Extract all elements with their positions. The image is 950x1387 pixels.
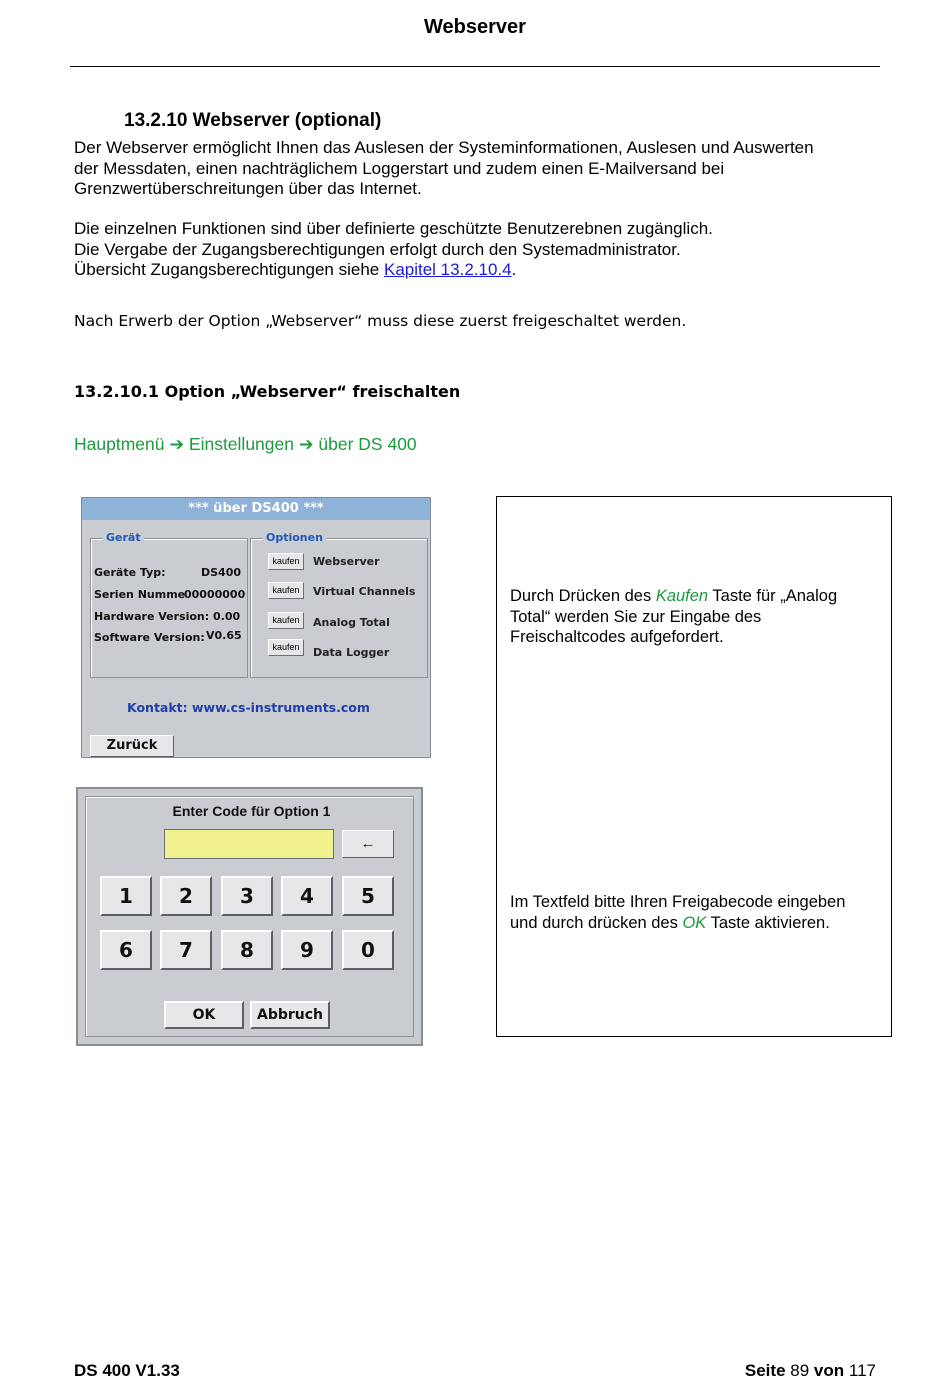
explanation-box (496, 496, 892, 1037)
device-type-label: Geräte Typ: (94, 566, 166, 579)
explanation-code (510, 892, 880, 933)
key-1[interactable]: 1 (100, 876, 152, 916)
subsection-title: 13.2.10.1 Option „Webserver“ freischalten (74, 382, 461, 401)
access-line-3-period: . (511, 260, 517, 279)
software-version-value: V0.65 (206, 629, 242, 642)
device-group (90, 531, 248, 678)
access-line-1: Die einzelnen Funktionen sind über definierte geschützte Benutzerebnen zugänglich. (74, 219, 713, 238)
back-button[interactable]: Zurück (90, 735, 174, 757)
serial-value: 00000000 (184, 588, 246, 601)
buy-data-logger-button[interactable]: kaufen (268, 639, 304, 656)
option-webserver-label: Webserver (313, 555, 380, 568)
explanation-code-line-2 (510, 913, 880, 934)
arrow-icon: ➔ (298, 434, 314, 454)
activation-note: Nach Erwerb der Option „Webserver“ muss diese zuerst freigeschaltet werden. (74, 312, 687, 330)
device-info-screen (81, 497, 431, 758)
access-line-3 (74, 260, 874, 281)
explanation-buy-line-2: Total“ werden Sie zur Eingabe des (510, 607, 762, 626)
code-input[interactable] (164, 829, 334, 859)
options-group-label: Optionen (263, 531, 326, 544)
software-version-label: Software Version: (94, 631, 205, 644)
key-3[interactable]: 3 (221, 876, 273, 916)
explanation-buy-line-3: Freischaltcodes aufgefordert. (510, 628, 724, 646)
screen-title-bar: *** über DS400 *** (82, 498, 430, 520)
option-data-logger-label: Data Logger (313, 646, 390, 659)
backspace-icon: ← (360, 835, 376, 852)
key-5[interactable]: 5 (342, 876, 394, 916)
key-7[interactable]: 7 (160, 930, 212, 970)
explanation-code-line-1: Im Textfeld bitte Ihren Freigabecode eingeben (510, 893, 846, 911)
section-title: 13.2.10 Webserver (optional) (124, 110, 382, 131)
intro-line-3: Grenzwertüberschreitungen über das Internet. (74, 179, 422, 198)
option-analog-total-label: Analog Total (313, 616, 390, 629)
hardware-version-label: Hardware Version: (94, 610, 210, 623)
serial-label: Serien Numme (94, 588, 186, 601)
path-main-menu: Hauptmenü (74, 434, 165, 454)
path-settings: Einstellungen (188, 434, 294, 454)
access-line-2: Die Vergabe der Zugangsberechtigungen erfolgt durch den Systemadministrator. (74, 239, 681, 259)
explanation-buy (510, 586, 880, 648)
key-2[interactable]: 2 (160, 876, 212, 916)
explanation-buy-line-1 (510, 586, 880, 607)
backspace-button[interactable] (342, 830, 394, 858)
page-header-title: Webserver (424, 16, 526, 38)
arrow-icon: ➔ (169, 434, 185, 454)
ok-emphasis: OK (682, 913, 707, 932)
key-4[interactable]: 4 (281, 876, 333, 916)
footer-von: von (813, 1361, 845, 1380)
footer-total: 117 (848, 1361, 876, 1380)
intro-line-2: der Messdaten, einen nachträglichem Loggerstart und zudem einen E-Mailversand bei (74, 158, 725, 178)
kaufen-emphasis: Kaufen (655, 587, 709, 605)
option-virtual-channels-label: Virtual Channels (313, 585, 416, 598)
footer-page-number (745, 1361, 876, 1381)
enter-code-label: Enter Code für Option 1 (172, 803, 331, 819)
code-entry-screen (76, 787, 423, 1046)
menu-path (74, 434, 417, 455)
cancel-button[interactable]: Abbruch (250, 1001, 330, 1029)
explanation-text: und durch drücken des (510, 913, 683, 932)
footer-page: 89 (790, 1361, 810, 1380)
device-group-label: Gerät (103, 531, 144, 544)
explanation-text: Durch Drücken des (510, 587, 656, 605)
device-type-value: DS400 (201, 566, 242, 579)
buy-webserver-button[interactable]: kaufen (268, 553, 304, 570)
chapter-link[interactable]: Kapitel 13.2.10.4 (383, 260, 512, 279)
footer-page-word: Seite (744, 1361, 786, 1380)
key-0[interactable]: 0 (342, 930, 394, 970)
path-about: über DS 400 (318, 434, 417, 454)
explanation-text: Taste für „Analog (708, 587, 838, 605)
key-9[interactable]: 9 (281, 930, 333, 970)
intro-paragraph (74, 138, 874, 200)
buy-virtual-channels-button[interactable]: kaufen (268, 582, 304, 599)
access-line-3-text: Übersicht Zugangsberechtigungen siehe (74, 260, 384, 279)
explanation-text: Taste aktivieren. (706, 913, 830, 932)
contact-text: Kontakt: www.cs-instruments.com (127, 700, 370, 715)
access-paragraph (74, 219, 874, 281)
header-rule (70, 66, 880, 67)
buy-analog-total-button[interactable]: kaufen (268, 612, 304, 629)
intro-line-1: Der Webserver ermöglicht Ihnen das Auslesen der Systeminformationen, Auslesen und Auswerten (74, 138, 814, 157)
ok-button[interactable]: OK (164, 1001, 244, 1029)
hardware-version-value: 0.00 (213, 610, 241, 623)
footer-version: DS 400 V1.33 (74, 1361, 180, 1380)
key-6[interactable]: 6 (100, 930, 152, 970)
key-8[interactable]: 8 (221, 930, 273, 970)
